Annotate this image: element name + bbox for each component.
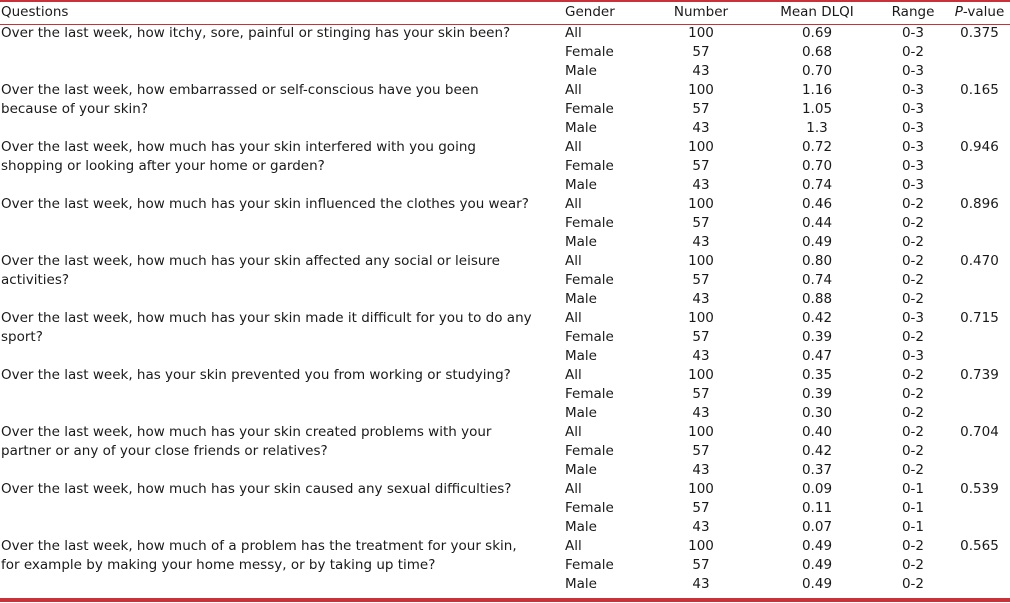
mean-dlqi-cell: 0.49 [801,576,833,592]
range-cell: 0-3 [901,139,925,155]
range-cell: 0-2 [901,424,925,440]
gender-cell: Male [565,519,597,535]
mean-dlqi-cell: 0.37 [801,462,833,478]
number-cell: 57 [692,44,710,60]
question-cell [0,366,561,423]
gender-cell: Male [565,234,597,250]
question-cell [0,423,561,480]
question-cell [0,81,561,138]
range-cell: 0-3 [901,82,925,98]
gender-cell: All [565,196,582,212]
question-cell [0,537,561,594]
gender-cell: Female [565,215,614,231]
table-row [0,480,1010,499]
number-cell: 100 [688,196,714,212]
range-cell: 0-2 [901,234,925,250]
gender-cell: Female [565,443,614,459]
mean-dlqi-cell: 0.49 [801,234,833,250]
table-bottom-rule [0,598,1010,602]
range-cell: 0-3 [901,101,925,117]
question-text: Over the last week, how embarrassed or self-conscious have you been because of your skin? [1,82,479,117]
table-row [0,252,1010,271]
number-cell: 57 [692,443,710,459]
number-cell: 100 [688,82,714,98]
question-cell [0,195,561,252]
gender-cell: All [565,253,582,269]
gender-cell: Male [565,177,597,193]
range-cell: 0-3 [901,310,925,326]
mean-dlqi-cell: 1.16 [801,82,833,98]
p-value-cell: 0.739 [960,367,999,383]
question-text: Over the last week, how much has your skin interfered with you going shopping or looking after your home or garden? [1,139,476,174]
p-value-cell: 0.946 [960,139,999,155]
gender-cell: Female [565,44,614,60]
mean-dlqi-cell: 1.3 [806,120,828,136]
number-cell: 100 [688,538,714,554]
p-value-cell: 0.565 [960,538,999,554]
gender-cell: Male [565,291,597,307]
number-cell: 43 [692,462,710,478]
p-value-cell: 0.165 [960,82,999,98]
table-row [0,24,1010,43]
p-value-cell: 0.715 [960,310,999,326]
gender-cell: All [565,367,582,383]
number-cell: 43 [692,348,710,364]
dlqi-table [0,2,1010,594]
number-cell: 57 [692,215,710,231]
question-cell [0,24,561,81]
mean-dlqi-cell: 0.70 [801,63,833,79]
gender-cell: Male [565,462,597,478]
mean-dlqi-cell: 0.46 [801,196,833,212]
number-cell: 43 [692,519,710,535]
gender-cell: All [565,538,582,554]
question-cell [0,480,561,537]
gender-cell: Male [565,120,597,136]
header-mean-dlqi: Mean DLQI [780,4,854,20]
gender-cell: Male [565,348,597,364]
gender-cell: All [565,139,582,155]
table-row [0,537,1010,556]
gender-cell: Male [565,63,597,79]
question-text: Over the last week, how itchy, sore, painful or stinging has your skin been? [1,25,511,41]
range-cell: 0-2 [901,367,925,383]
gender-cell: All [565,25,582,41]
range-cell: 0-1 [901,500,925,516]
question-text: Over the last week, how much has your skin created problems with your partner or any of your close friends or relatives? [1,424,492,459]
question-text: Over the last week, how much has your skin affected any social or leisure activities? [1,253,500,288]
table-header [0,2,1010,24]
range-cell: 0-2 [901,538,925,554]
gender-cell: All [565,310,582,326]
mean-dlqi-cell: 0.69 [801,25,833,41]
mean-dlqi-cell: 0.49 [801,538,833,554]
range-cell: 0-2 [901,386,925,402]
mean-dlqi-cell: 0.09 [801,481,833,497]
mean-dlqi-cell: 0.49 [801,557,833,573]
p-value-cell: 0.704 [960,424,999,440]
gender-cell: Female [565,101,614,117]
number-cell: 43 [692,120,710,136]
p-value-cell: 0.470 [960,253,999,269]
range-cell: 0-2 [901,576,925,592]
table-row [0,138,1010,157]
range-cell: 0-1 [901,481,925,497]
number-cell: 100 [688,310,714,326]
gender-cell: Female [565,500,614,516]
range-cell: 0-1 [901,519,925,535]
mean-dlqi-cell: 0.74 [801,177,833,193]
gender-cell: Female [565,272,614,288]
header-p-italic: P [954,4,963,20]
mean-dlqi-cell: 0.40 [801,424,833,440]
mean-dlqi-cell: 0.07 [801,519,833,535]
question-text: Over the last week, how much has your skin made it difficult for you to do any sport? [1,310,532,345]
header-p-value [949,2,1010,24]
number-cell: 43 [692,291,710,307]
range-cell: 0-3 [901,348,925,364]
gender-cell: Female [565,386,614,402]
range-cell: 0-2 [901,405,925,421]
number-cell: 43 [692,177,710,193]
question-text: Over the last week, how much has your skin caused any sexual difficulties? [1,481,512,497]
range-cell: 0-2 [901,196,925,212]
gender-cell: Female [565,557,614,573]
range-cell: 0-2 [901,462,925,478]
table-row [0,309,1010,328]
mean-dlqi-cell: 0.11 [801,500,833,516]
mean-dlqi-cell: 0.39 [801,329,833,345]
mean-dlqi-cell: 0.80 [801,253,833,269]
mean-dlqi-cell: 0.72 [801,139,833,155]
header-number: Number [673,4,729,20]
range-cell: 0-3 [901,63,925,79]
header-range: Range [891,4,935,20]
number-cell: 43 [692,63,710,79]
mean-dlqi-cell: 0.30 [801,405,833,421]
question-cell [0,252,561,309]
header-p-rest: -value [962,4,1005,20]
number-cell: 43 [692,405,710,421]
question-text: Over the last week, how much of a problem has the treatment for your skin, for example by making your home messy, or by taking up time? [1,538,517,573]
mean-dlqi-cell: 0.88 [801,291,833,307]
question-cell [0,309,561,366]
p-value-cell: 0.896 [960,196,999,212]
mean-dlqi-cell: 0.39 [801,386,833,402]
mean-dlqi-cell: 0.42 [801,310,833,326]
table-row [0,366,1010,385]
range-cell: 0-3 [901,158,925,174]
gender-cell: Male [565,576,597,592]
gender-cell: Male [565,405,597,421]
range-cell: 0-2 [901,329,925,345]
table-body [0,24,1010,594]
p-value-cell: 0.375 [960,25,999,41]
mean-dlqi-cell: 0.70 [801,158,833,174]
number-cell: 43 [692,576,710,592]
number-cell: 57 [692,329,710,345]
range-cell: 0-2 [901,557,925,573]
number-cell: 100 [688,25,714,41]
mean-dlqi-cell: 1.05 [801,101,833,117]
range-cell: 0-3 [901,120,925,136]
range-cell: 0-3 [901,177,925,193]
range-cell: 0-2 [901,44,925,60]
question-text: Over the last week, has your skin prevented you from working or studying? [1,367,511,383]
question-text: Over the last week, how much has your skin influenced the clothes you wear? [1,196,529,212]
gender-cell: All [565,481,582,497]
range-cell: 0-3 [901,25,925,41]
number-cell: 57 [692,101,710,117]
range-cell: 0-2 [901,215,925,231]
mean-dlqi-cell: 0.44 [801,215,833,231]
question-cell [0,138,561,195]
range-cell: 0-2 [901,272,925,288]
range-cell: 0-2 [901,291,925,307]
number-cell: 57 [692,500,710,516]
number-cell: 43 [692,234,710,250]
range-cell: 0-2 [901,253,925,269]
mean-dlqi-cell: 0.42 [801,443,833,459]
number-cell: 100 [688,139,714,155]
header-gender: Gender [565,4,615,20]
mean-dlqi-cell: 0.35 [801,367,833,383]
gender-cell: Female [565,329,614,345]
header-row [0,2,1010,24]
number-cell: 57 [692,386,710,402]
table-row [0,195,1010,214]
gender-cell: All [565,424,582,440]
table-row [0,81,1010,100]
header-questions: Questions [1,4,69,20]
number-cell: 57 [692,272,710,288]
gender-cell: All [565,82,582,98]
number-cell: 100 [688,481,714,497]
p-value-cell: 0.539 [960,481,999,497]
range-cell: 0-2 [901,443,925,459]
table-row [0,423,1010,442]
mean-dlqi-cell: 0.74 [801,272,833,288]
number-cell: 57 [692,557,710,573]
number-cell: 100 [688,367,714,383]
number-cell: 100 [688,424,714,440]
gender-cell: Female [565,158,614,174]
number-cell: 57 [692,158,710,174]
mean-dlqi-cell: 0.47 [801,348,833,364]
mean-dlqi-cell: 0.68 [801,44,833,60]
number-cell: 100 [688,253,714,269]
